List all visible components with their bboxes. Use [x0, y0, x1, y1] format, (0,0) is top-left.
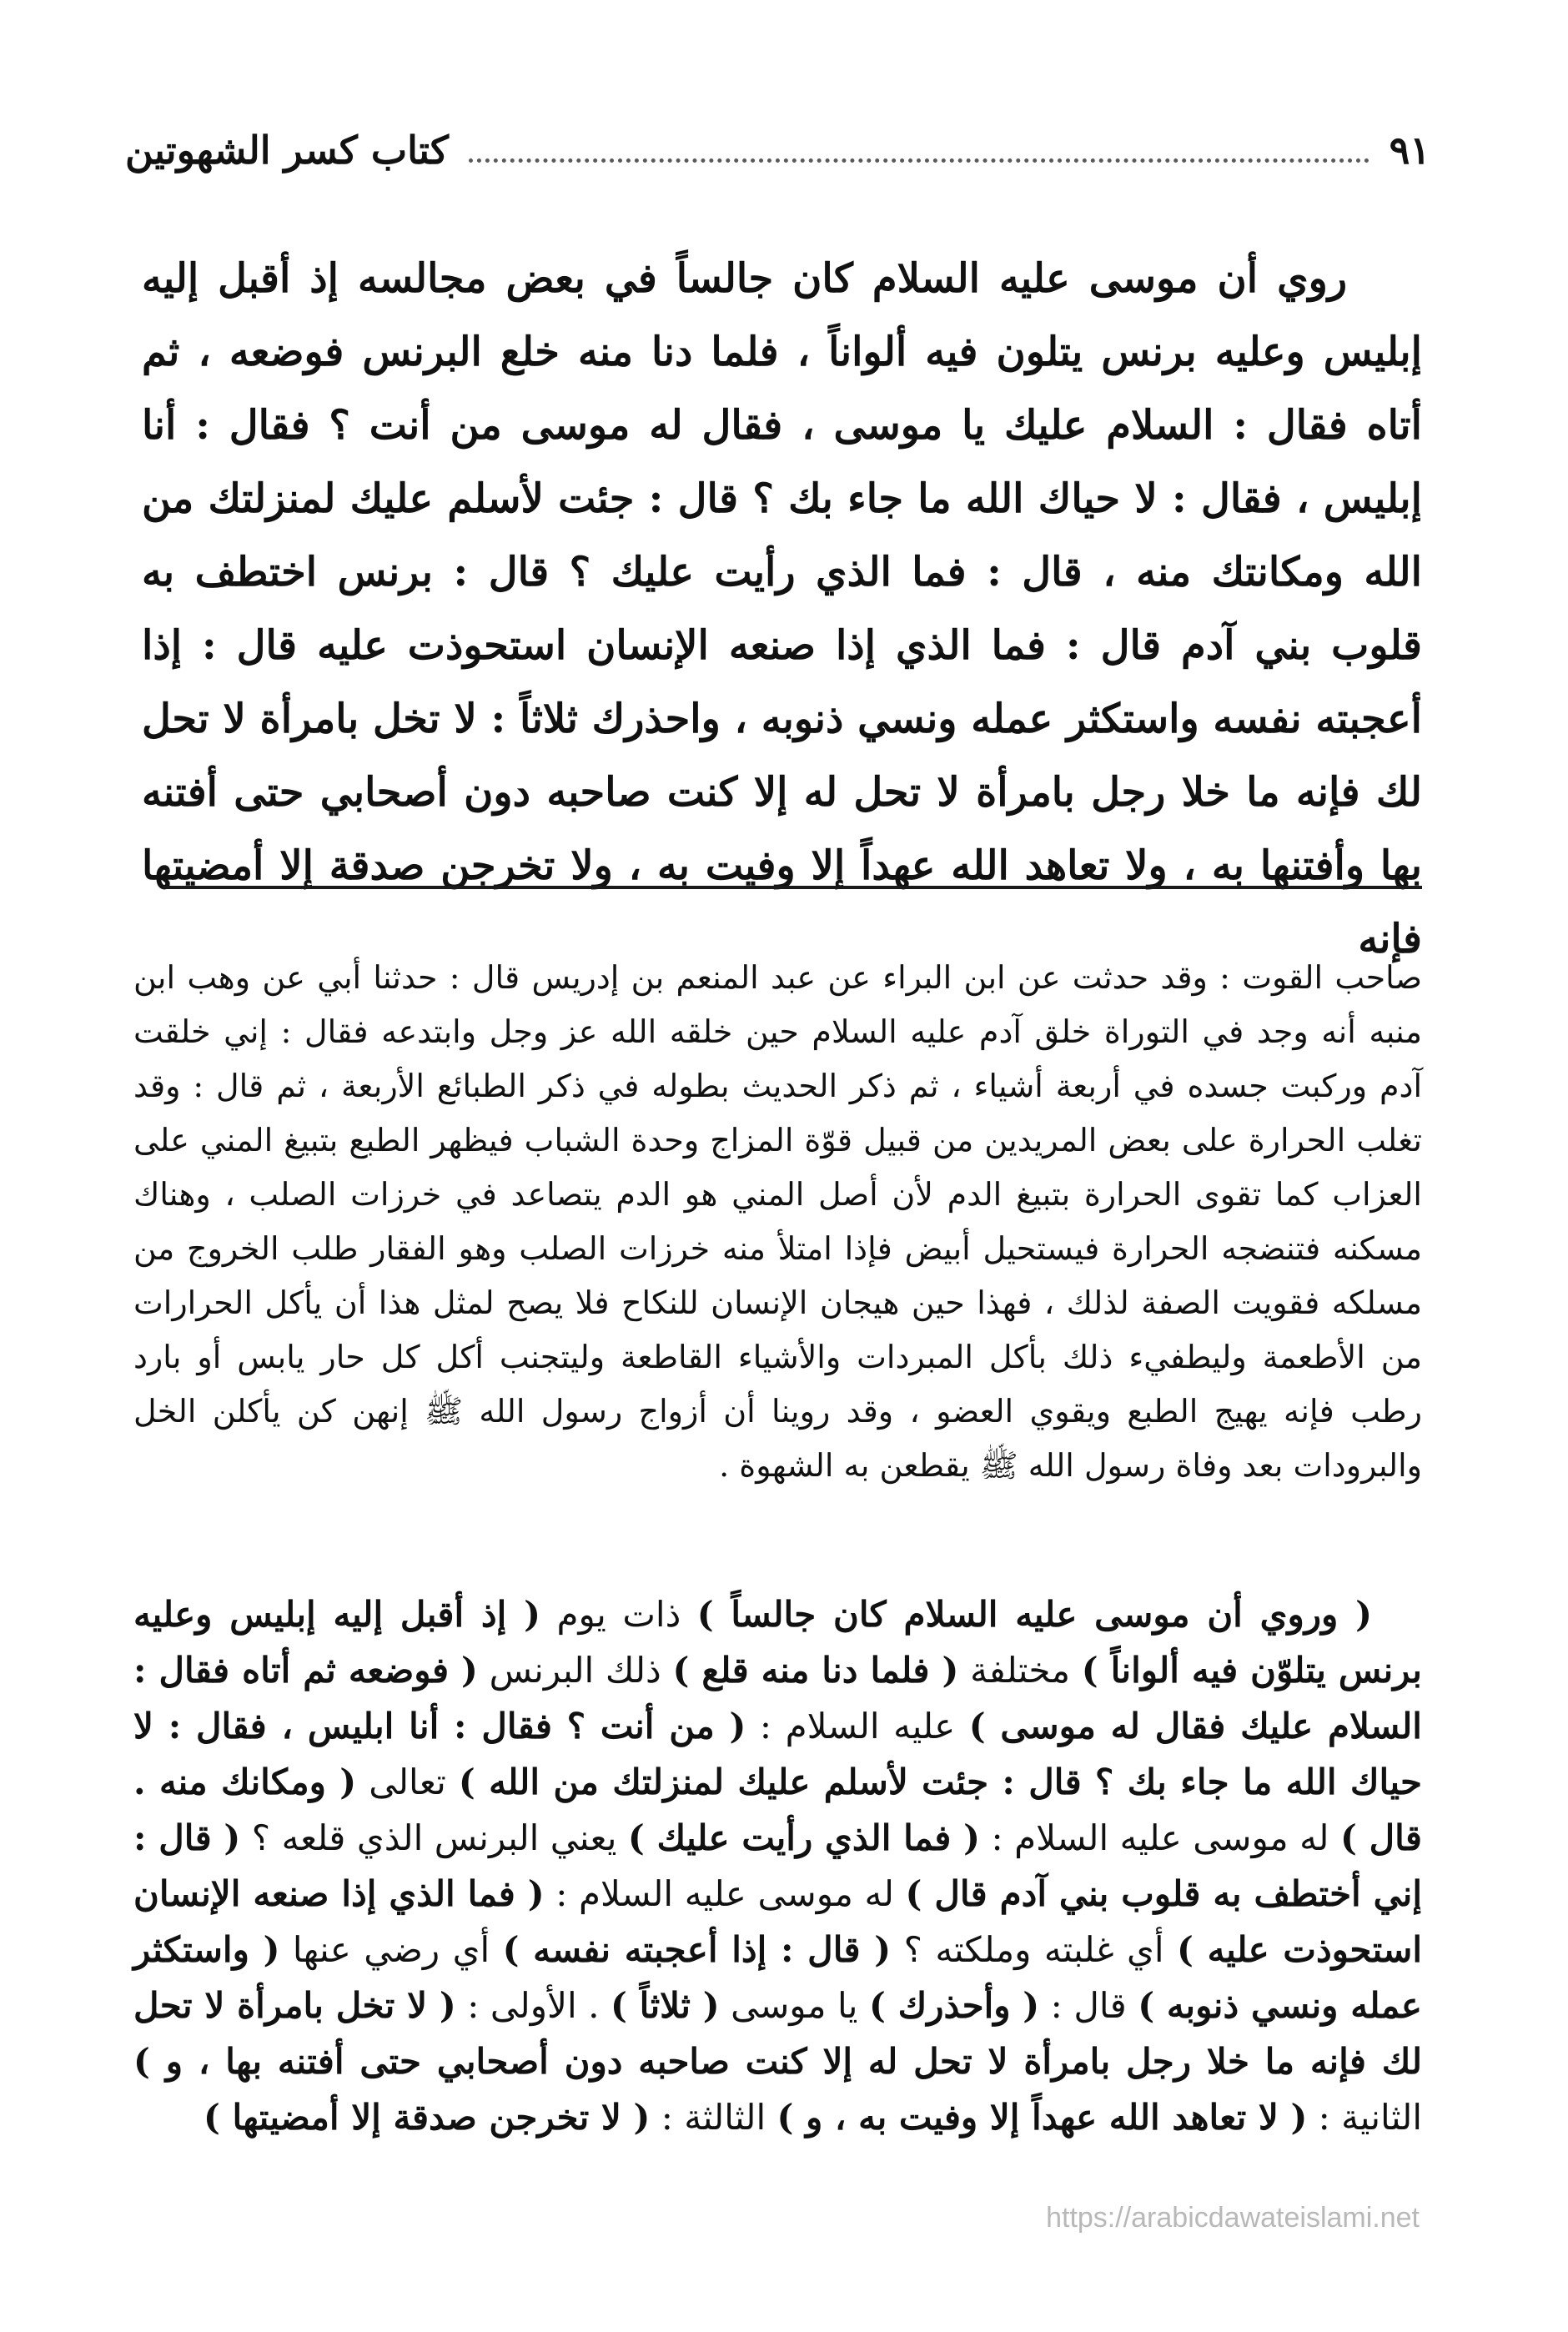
commentary-sharh-segment: الثانية :: [1307, 2097, 1422, 2138]
commentary-matn-segment: ( إذ أقبل إليه إبليس وعليه برنس يتلوّن فيه ألواناً ): [133, 1594, 1422, 1691]
commentary-sharh-segment: يعني البرنس الذي قلعه ؟: [240, 1817, 628, 1858]
commentary-sharh-segment: يا موسى: [719, 1985, 869, 2026]
commentary-matn-segment: ( وروي أن موسى عليه السلام كان جالساً ): [696, 1594, 1372, 1635]
commentary-matn-segment: ( لا تعاهد الله عهداً إلا وفيت به ، و ): [776, 2097, 1308, 2138]
commentary-sharh-segment: أي غلبته وملكته ؟: [891, 1929, 1177, 1970]
dotted-leader: [469, 158, 1369, 163]
commentary-matn-segment: ( ومكانك منه . قال ): [133, 1762, 1422, 1858]
book-title: كتاب كسر الشهوتين: [125, 128, 449, 173]
footnote-separator: [163, 886, 1422, 889]
commentary-matn-segment: ( ثلاثاً ): [611, 1985, 720, 2026]
footnote-block: [133, 951, 1422, 1493]
commentary-sharh-segment: مختلفة: [958, 1650, 1082, 1691]
commentary-sharh-segment: له موسى عليه السلام :: [979, 1817, 1340, 1858]
commentary-matn-segment: ( فلما دنا منه قلع ): [672, 1650, 959, 1691]
source-watermark: https://arabicdawateislami.net: [1046, 2202, 1420, 2234]
commentary-sharh-segment: له موسى عليه السلام :: [544, 1873, 906, 1914]
commentary-paragraph: [133, 1586, 1422, 2145]
commentary-matn-segment: ( قال : إذا أعجبته نفسه ): [502, 1929, 892, 1970]
commentary-block: [133, 1586, 1422, 2145]
commentary-sharh-segment: عليه السلام :: [746, 1706, 969, 1746]
page-number: ٩١: [1389, 128, 1430, 173]
commentary-matn-segment: ( لا تخرجن صدقة إلا أمضيتها ): [204, 2097, 651, 2138]
commentary-matn-segment: ( فما الذي رأيت عليك ): [627, 1817, 980, 1858]
commentary-matn-segment: ( من أنت ؟ فقال : أنا ابليس ، فقال : لا حياك الله ما جاء بك ؟ قال : جئت لأسلم عليك لمنزلتك من الله ): [133, 1706, 1422, 1802]
commentary-sharh-segment: تعالى: [356, 1762, 459, 1802]
commentary-matn-segment: ( وأحذرك ): [869, 1985, 1040, 2026]
commentary-sharh-segment: قال :: [1039, 1985, 1138, 2026]
running-header: [125, 117, 1430, 183]
commentary-matn-segment: ( واستكثر عمله ونسي ذنوبه ): [133, 1929, 1422, 2026]
commentary-matn-segment: ( فما الذي إذا صنعه الإنسان استحوذت عليه ): [133, 1873, 1423, 1970]
footnote-paragraph: صاحب القوت : وقد حدثت عن ابن البراء عن عبد المنعم بن إدريس قال : حدثنا أبي عن وهب ابن منبه أنه وجد في التوراة خلق آدم عليه السلام حين خلقه الله عز وجل وابتدعه فقال : إني خلقت آدم وركبت جسده في أربعة أشياء ، ثم ذكر الحديث بطوله في ذكر الطبائع الأربعة ، ثم قال : وقد تغلب الحرارة على بعض المريدين من قبيل قوّة المزاج وحدة الشباب فيظهر الطبع بتبيغ المني على العزاب كما تقوى الحرارة بتبيغ الدم لأن أصل المني هو الدم يتصاعد في خرزات الصلب ، وهناك مسكنه فتنضجه الحرارة فيستحيل أبيض فإذا امتلأ منه خرزات الصلب وهو الفقار طلب الخروج من مسلكه فقويت الصفة لذلك ، فهذا حين هيجان الإنسان للنكاح فلا يصح لمثل هذا أن يأكل الحرارات من الأطعمة وليطفيء ذلك بأكل المبردات والأشياء القاطعة وليتجنب أكل كل حار يابس أو بارد رطب فإنه يهيج الطبع ويقوي العضو ، وقد روينا أن أزواج رسول الله ﷺ إنهن كن يأكلن الخل والبرودات بعد وفاة رسول الله ﷺ يقطعن به الشهوة .: [133, 959, 1423, 1484]
commentary-sharh-segment: الثالثة :: [650, 2097, 777, 2138]
commentary-sharh-segment: ذلك البرنس: [477, 1650, 673, 1691]
commentary-sharh-segment: أي رضي عنها: [279, 1929, 503, 1970]
main-paragraph: روي أن موسى عليه السلام كان جالساً في بعض مجالسه إذ أقبل إليه إبليس وعليه برنس يتلون فيه ألواناً ، فلما دنا منه خلع البرنس فوضعه ، ثم أتاه فقال : السلام عليك يا موسى ، فقال له موسى من أنت ؟ فقال : أنا إبليس ، فقال : لا حياك الله ما جاء بك ؟ قال : جئت لأسلم عليك لمنزلتك من الله ومكانتك منه ، قال : فما الذي رأيت عليك ؟ قال : برنس اختطف به قلوب بني آدم قال : فما الذي إذا صنعه الإنسان استحوذت عليه قال : إذا أعجبته نفسه واستكثر عمله ونسي ذنوبه ، واحذرك ثلاثاً : لا تخل بامرأة لا تحل لك فإنه ما خلا رجل بامرأة لا تحل له إلا كنت صاحبه دون أصحابي حتى أفتنه بها وأفتنها به ، ولا تعاهد الله عهداً إلا وفيت به ، ولا تخرجن صدقة إلا أمضيتها فإنه: [142, 255, 1422, 962]
commentary-sharh-segment: . الأولى :: [455, 1985, 611, 2026]
commentary-matn-segment: ( لا تخل بامرأة لا تحل لك فإنه ما خلا رجل بامرأة لا تحل له إلا كنت صاحبه دون أصحابي حتى أفتنه بها ، و ): [133, 1985, 1422, 2082]
main-text-block: [142, 242, 1422, 976]
commentary-matn-segment: ( قال : إني أختطف به قلوب بني آدم قال ): [133, 1817, 1423, 1914]
commentary-matn-segment: ( فوضعه ثم أتاه فقال : السلام عليك فقال له موسى ): [133, 1650, 1422, 1746]
commentary-sharh-segment: ذات يوم: [540, 1594, 697, 1635]
